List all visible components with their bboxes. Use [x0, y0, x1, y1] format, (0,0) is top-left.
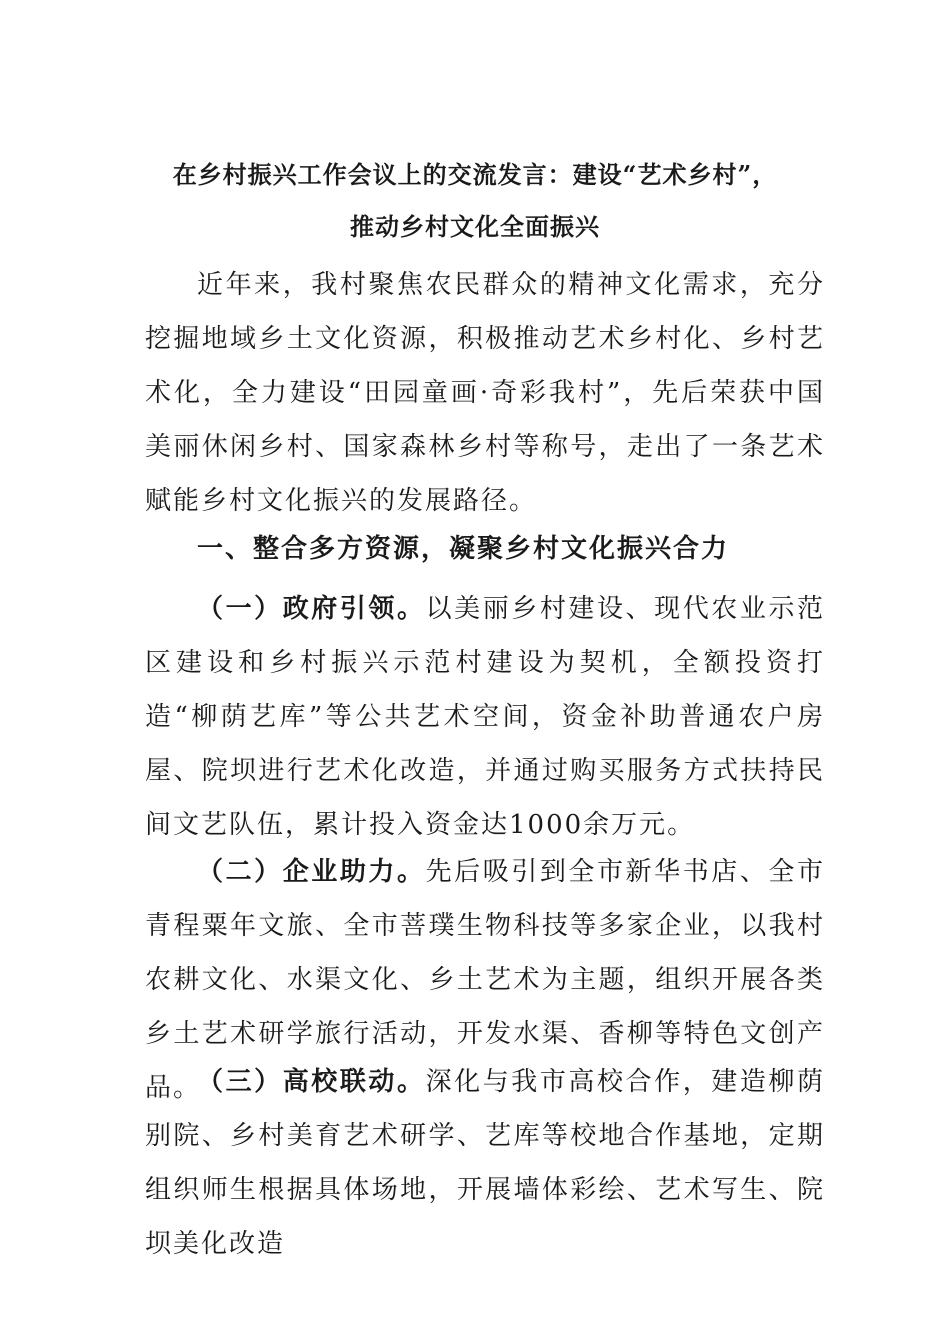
paragraph-lead: （二）企业助力。: [197, 857, 426, 887]
section-heading-1: 一、整合多方资源，凝聚乡村文化振兴合力: [197, 534, 730, 564]
paragraph-text: 先后吸引到全市新华书店、全市青程粟年文旅、全市菩璞生物科技等多家企业，以我村农耕文化、水渠文化、乡土艺术为主题，组织开展各类乡土艺术研学旅行活动，开发水渠、香柳等特色文创产品。: [145, 857, 825, 1103]
intro-paragraph: 近年来，我村聚焦农民群众的精神文化需求，充分挖掘地域乡土文化资源，积极推动艺术乡村化、乡村艺术化，全力建设“田园童画·奇彩我村”，先后荣获中国美丽休闲乡村、国家森林乡村等称号，走出了一条艺术赋能乡村文化振兴的发展路径。: [145, 270, 825, 516]
document-title-line-2: 推动乡村文化全面振兴: [350, 212, 600, 241]
paragraph-lead: （一）政府引领。: [197, 594, 426, 624]
paragraph-government: [145, 582, 825, 852]
paragraph-lead: （三）高校联动。: [197, 1067, 426, 1097]
paragraph-university: [145, 1055, 825, 1271]
document-title-line-1: 在乡村振兴工作会议上的交流发言：建设“艺术乡村”，: [172, 160, 778, 189]
paragraph-text: 以美丽乡村建设、现代农业示范区建设和乡村振兴示范村建设为契机，全额投资打造“柳荫艺库”等公共艺术空间，资金补助普通农户房屋、院坝进行艺术化改造，并通过购买服务方式扶持民间文艺队伍，累计投入资金达1000余万元。: [145, 594, 825, 840]
paragraph-text: 深化与我市高校合作，建造柳荫别院、乡村美育艺术研学、艺库等校地合作基地，定期组织师生根据具体场地，开展墙体彩绘、艺术写生、院坝美化改造: [145, 1067, 825, 1259]
